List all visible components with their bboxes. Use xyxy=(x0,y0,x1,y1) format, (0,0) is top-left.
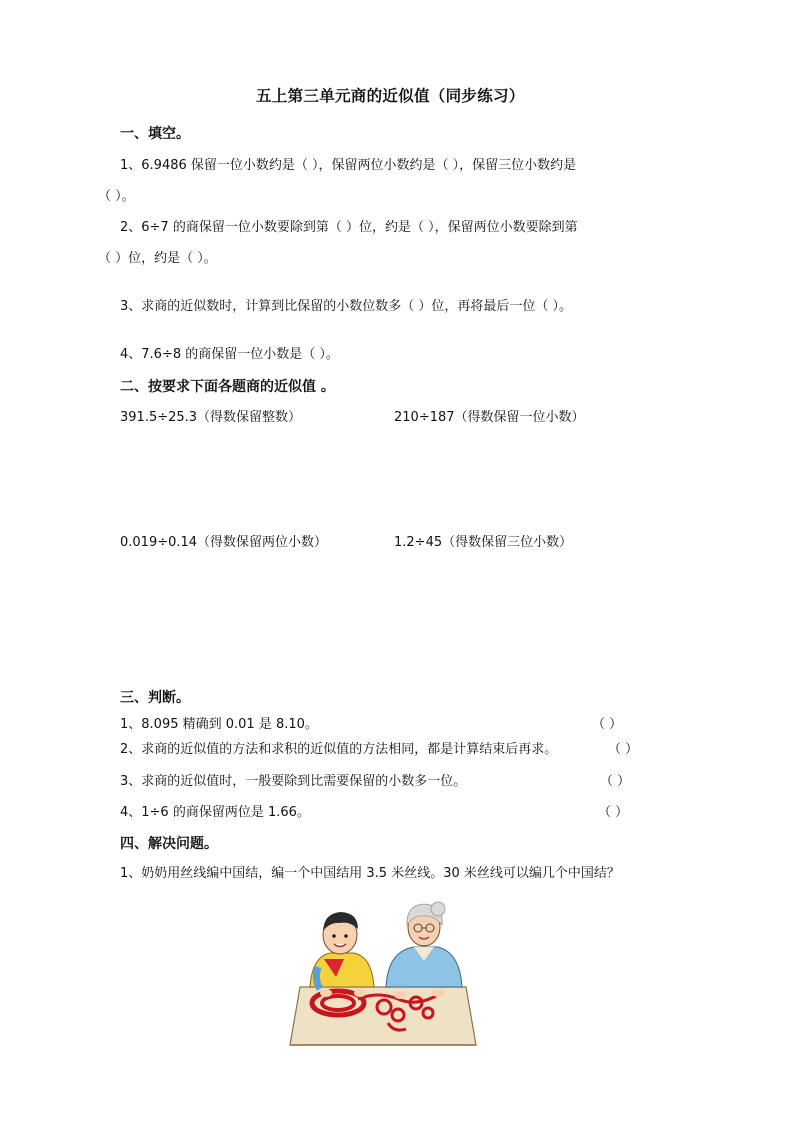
chinese-knot-illustration xyxy=(288,895,478,1047)
section-1-heading: 一、填空。 xyxy=(120,126,190,142)
section-4-heading: 四、解决问题。 xyxy=(120,836,218,852)
judge-bracket-1: （ ） xyxy=(592,717,623,732)
question-1-1-line-2: （ ）。 xyxy=(98,189,135,204)
judge-bracket-3: （ ） xyxy=(600,774,631,789)
boy-figure xyxy=(310,912,374,989)
judge-item-2: 2、求商的近似值的方法和求积的近似值的方法相同，都是计算结束后再求。 xyxy=(120,742,558,757)
question-1-4: 4、7.6÷8 的商保留一位小数是（ ）。 xyxy=(120,347,339,362)
judge-bracket-4: （ ） xyxy=(598,805,629,820)
problem-2-4: 1.2÷45（得数保留三位小数） xyxy=(394,535,573,550)
question-1-2-line-1: 2、6÷7 的商保留一位小数要除到第（ ）位，约是（ ），保留两位小数要除到第 xyxy=(120,220,578,235)
section-2-heading: 二、按要求下面各题商的近似值 。 xyxy=(120,379,335,395)
question-1-2-line-2: （ ）位，约是（ ）。 xyxy=(98,251,217,266)
section-3-heading: 三、判断。 xyxy=(120,690,190,706)
judge-item-1: 1、8.095 精确到 0.01 是 8.10。 xyxy=(120,717,318,732)
judge-item-3: 3、求商的近似值时，一般要除到比需要保留的小数多一位。 xyxy=(120,774,467,789)
grandma-figure xyxy=(386,902,462,987)
problem-2-2: 210÷187（得数保留一位小数） xyxy=(394,410,585,425)
problem-2-1: 391.5÷25.3（得数保留整数） xyxy=(120,410,302,425)
question-1-1-line-1: 1、6.9486 保留一位小数约是（ ），保留两位小数约是（ ），保留三位小数约是 xyxy=(120,158,577,173)
judge-item-4: 4、1÷6 的商保留两位是 1.66。 xyxy=(120,805,310,820)
page-title: 五上第三单元商的近似值（同步练习） xyxy=(256,87,525,105)
question-1-3: 3、求商的近似数时，计算到比保留的小数位数多（ ）位，再将最后一位（ ）。 xyxy=(120,299,573,314)
judge-bracket-2: （ ） xyxy=(608,742,639,757)
problem-2-3: 0.019÷0.14（得数保留两位小数） xyxy=(120,535,328,550)
problem-4-1: 1、奶奶用丝线编中国结，编一个中国结用 3.5 米丝线。30 米丝线可以编几个中国结？ xyxy=(120,866,620,881)
